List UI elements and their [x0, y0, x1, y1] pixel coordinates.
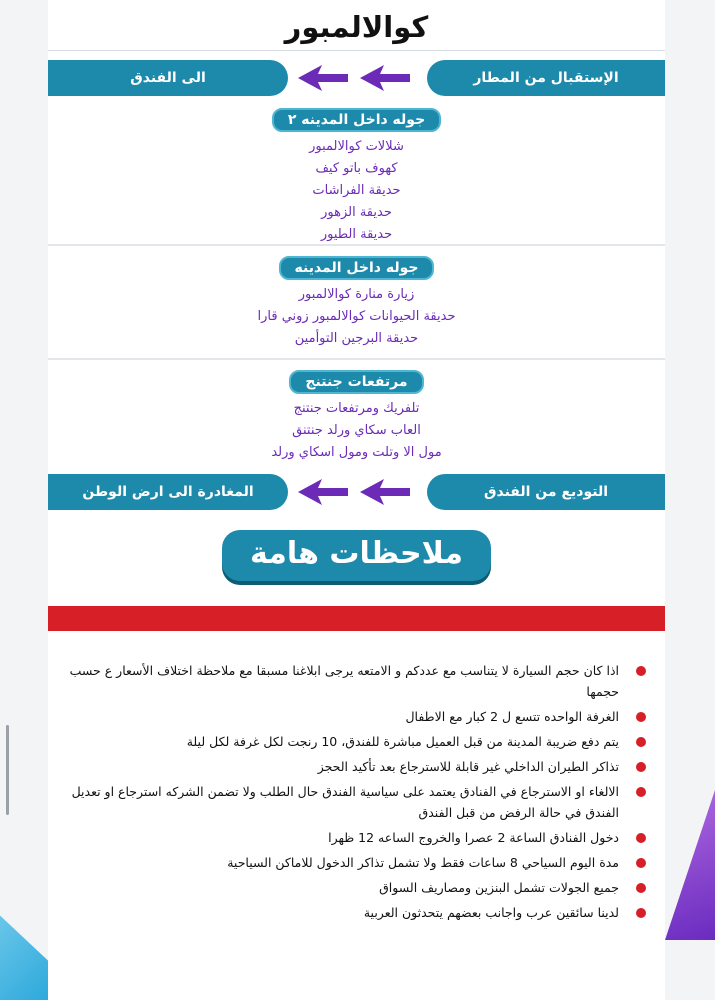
bullet-dot-icon: [636, 762, 646, 772]
hotel-farewell-label: التوديع من الفندق: [427, 474, 665, 510]
list-item: زيارة منارة كوالالمبور: [298, 287, 415, 302]
section-heading: جوله داخل المدينه ٢: [272, 108, 441, 132]
list-item: حديقة البرجين التوأمين: [294, 331, 419, 346]
note-item: مدة اليوم السياحي 8 ساعات فقط ولا تشمل تذاكر الدخول للاماكن السياحية: [48, 852, 665, 873]
section-heading: جوله داخل المدينه: [279, 256, 435, 280]
arrow-left-icon: [298, 62, 418, 94]
arrow-left-icon: [298, 476, 418, 508]
airport-transfer-row: [48, 60, 665, 96]
list-item: حديقة الطيور: [320, 227, 393, 242]
itinerary-page: [48, 0, 665, 1000]
note-item: لدينا سائقين عرب واجانب بعضهم يتحدثون العربية: [48, 902, 665, 923]
list-item: حديقة الفراشات: [312, 183, 401, 198]
notes-heading-wrap: [48, 530, 665, 581]
note-item: الالغاء او الاسترجاع في الفنادق يعتمد على سياسية الفندق حال الطلب ولا تضمن الشركه استرجاع او تعديل الفندق في حالة الرفض من قبل الفندق: [48, 781, 665, 823]
to-hotel-label: الى الفندق: [48, 60, 288, 96]
scrollbar[interactable]: [6, 725, 9, 815]
note-item: دخول الفنادق الساعة 2 عصرا والخروج الساعه 12 ظهرا: [48, 827, 665, 848]
bullet-dot-icon: [636, 737, 646, 747]
left-margin: [0, 0, 48, 1000]
bullet-dot-icon: [636, 858, 646, 868]
bullet-dot-icon: [636, 666, 646, 676]
airport-pickup-label: الإستقبال من المطار: [427, 60, 665, 96]
red-divider-bar: [48, 606, 665, 631]
note-item: جميع الجولات تشمل البنزين ومصاريف السواق: [48, 877, 665, 898]
list-item: حديقة الزهور: [321, 205, 392, 220]
notes-heading: ملاحظات هامة: [222, 530, 491, 581]
title-divider: [48, 50, 665, 51]
section-divider: [48, 358, 665, 360]
departure-transfer-row: [48, 474, 665, 510]
bullet-dot-icon: [636, 908, 646, 918]
list-item: العاب سكاي ورلد جنتنق: [292, 423, 421, 438]
departure-home-label: المغادرة الى ارض الوطن: [48, 474, 288, 510]
tour-section-city-2: [48, 108, 665, 246]
notes-list: [48, 660, 665, 927]
page-title: كوالالمبور: [284, 10, 429, 44]
section-heading: مرتفعات جنتنج: [289, 370, 423, 394]
bullet-dot-icon: [636, 883, 646, 893]
list-item: كهوف باتو كيف: [315, 161, 398, 176]
bullet-dot-icon: [636, 712, 646, 722]
list-item: حديقة الحيوانات كوالالمبور زوني قارا: [257, 309, 456, 324]
bullet-dot-icon: [636, 787, 646, 797]
list-item: تلفريك ومرتفعات جنتنج: [293, 401, 420, 416]
note-item: اذا كان حجم السيارة لا يتناسب مع عددكم و الامتعه يرجى ابلاغنا مسبقا مع ملاحظة اختلاف الأسعار ع حسب حجمها: [48, 660, 665, 702]
note-item: الغرفة الواحده تتسع ل 2 كبار مع الاطفال: [48, 706, 665, 727]
tour-section-genting: [48, 370, 665, 464]
section-divider: [48, 244, 665, 246]
note-item: يتم دفع ضريبة المدينة من قبل العميل مباشرة للفندق، 10 رنجت لكل غرفة لكل ليلة: [48, 731, 665, 752]
bullet-dot-icon: [636, 833, 646, 843]
list-item: شلالات كوالالمبور: [309, 139, 404, 154]
note-item: تذاكر الطيران الداخلي غير قابلة للاسترجاع بعد تأكيد الحجز: [48, 756, 665, 777]
list-item: مول الا وتلت ومول اسكاي ورلد: [271, 445, 442, 460]
tour-section-city: [48, 256, 665, 350]
